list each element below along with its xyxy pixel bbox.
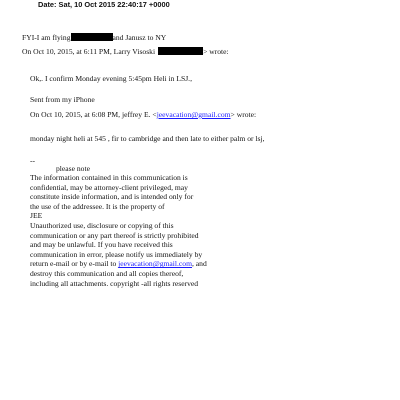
disclaimer-line: and may be unlawful. If you have received this <box>30 240 173 250</box>
quote1-line1: Ok,. I confirm Monday evening 5:45pm Heli in LSJ., <box>30 74 192 83</box>
message-line-1 <box>22 33 166 42</box>
text-return-email: return e-mail or by e-mail to <box>30 259 119 269</box>
quote2-line1: monday night heli at 545 , fir to cambridge and then late to either palm or lsj, <box>30 134 265 143</box>
text-and: , and <box>191 259 207 269</box>
message-line-2 <box>22 47 229 56</box>
disclaimer-line-email <box>30 259 207 268</box>
disclaimer-line: communication in error, please notify us immediately by <box>30 249 203 259</box>
date-label: Date: <box>38 0 57 9</box>
disclaimer-line: The information contained in this communication is <box>30 173 188 182</box>
email-link[interactable]: jeevacation@gmail.com <box>118 259 192 269</box>
redaction-box <box>158 47 203 55</box>
quote1-line2: Sent from my iPhone <box>30 95 95 104</box>
date-header <box>38 0 170 9</box>
disclaimer-line: JEE <box>30 211 43 221</box>
disclaimer-line: the use of the addressee. It is the property of <box>30 201 165 211</box>
email-link[interactable]: jeevacation@gmail.com <box>156 110 231 119</box>
text-wrote: > wrote: <box>203 47 229 56</box>
text-janusz: and Janusz to NY <box>112 33 167 42</box>
text-larry-wrote: On Oct 10, 2015, at 6:11 PM, Larry Visoski <box>22 47 156 56</box>
disclaimer-line: Unauthorized use, disclosure or copying of this <box>30 221 174 230</box>
disclaimer-line: communication or any part thereof is strictly prohibited <box>30 230 199 240</box>
text-fyi: FYI-I am flying <box>22 33 71 42</box>
text-wrote: > wrote: <box>230 110 257 119</box>
disclaimer-line: destroy this communication and all copies thereof, <box>30 269 184 278</box>
quote1-line3 <box>30 110 256 119</box>
disclaimer-line: including all attachments. copyright -all rights reserved <box>30 278 199 288</box>
signature-please-note: please note <box>56 164 90 173</box>
text-jeffrey-wrote: On Oct 10, 2015, at 6:08 PM, jeffrey E. < <box>30 110 157 119</box>
disclaimer-line: confidential, may be attorney-client privileged, may <box>30 182 188 192</box>
date-value: Sat, 10 Oct 2015 22:40:17 +0000 <box>58 0 170 9</box>
redaction-box <box>71 33 113 41</box>
disclaimer-line: constitute inside information, and is intended only for <box>30 192 194 202</box>
signature-dashes: -- <box>30 156 36 165</box>
